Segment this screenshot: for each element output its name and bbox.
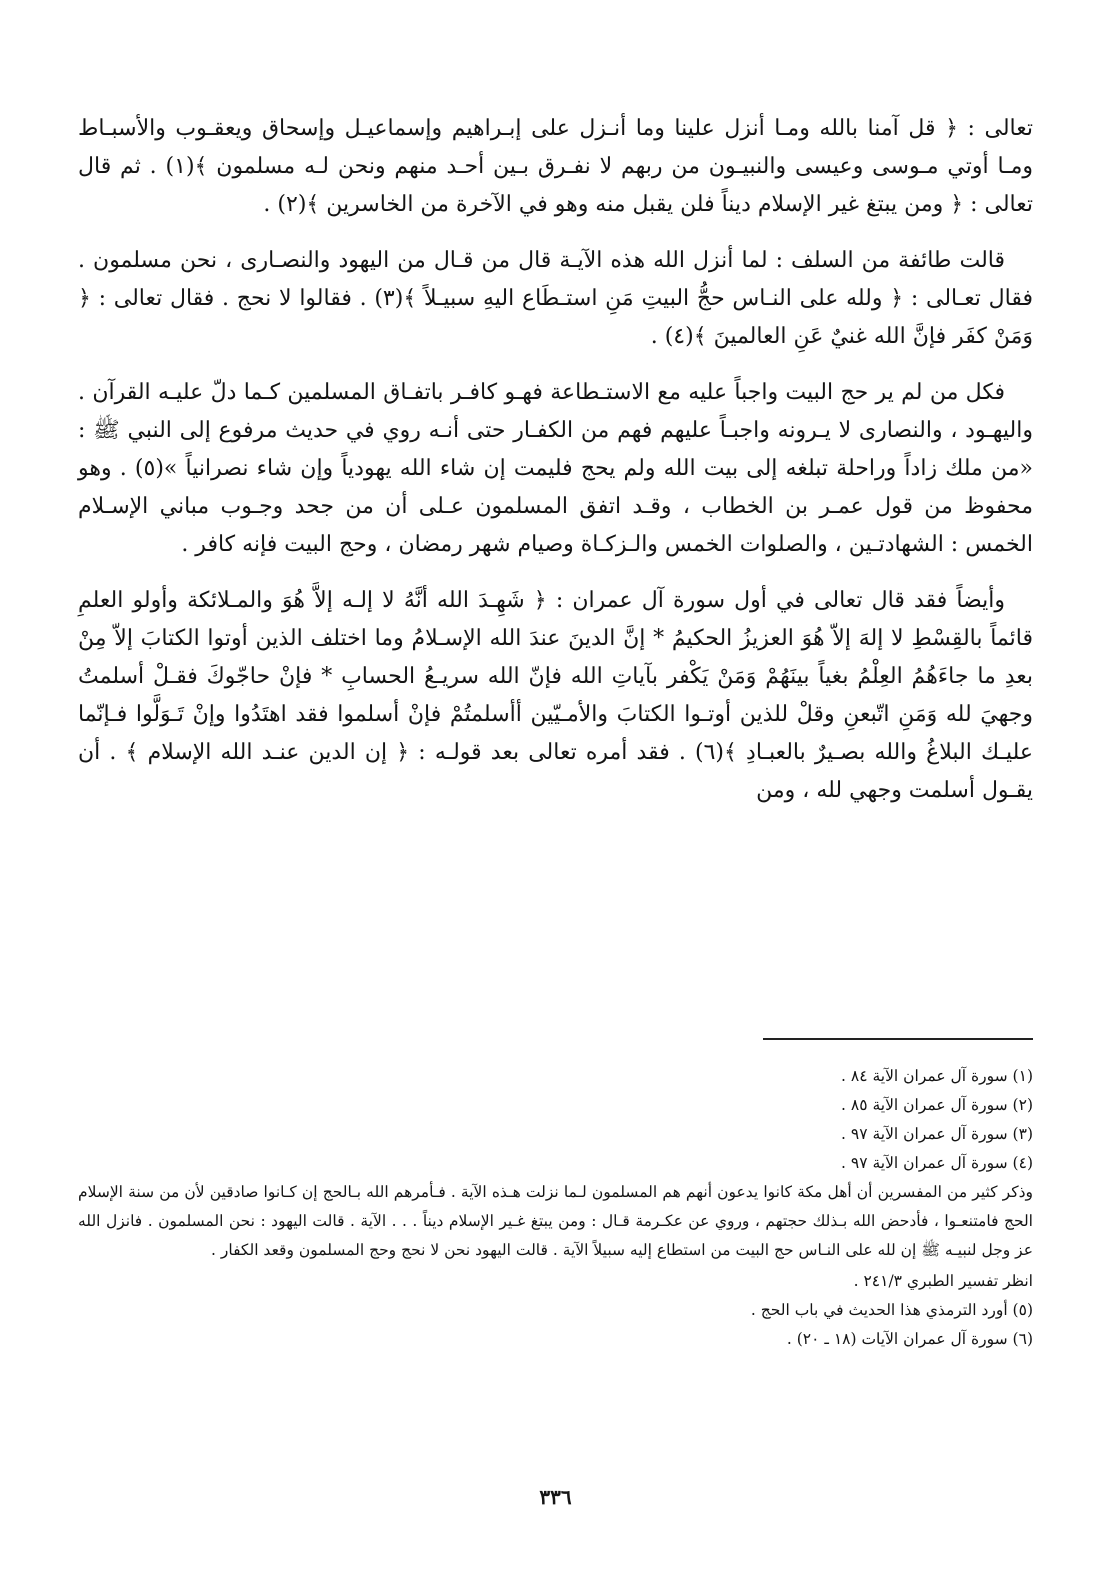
footnote-1: (١) سورة آل عمران الآية ٨٤ . [841,1067,1033,1085]
footnote-3: (٣) سورة آل عمران الآية ٩٧ . [841,1125,1033,1143]
footnote-6: (٦) سورة آل عمران الآيات (١٨ ـ ٢٠) . [786,1330,1033,1348]
footnote-4: (٤) سورة آل عمران الآية ٩٧ . [841,1154,1033,1172]
footnote-4-reference: انظر تفسير الطبري ٢٤١/٣ . [853,1272,1033,1290]
footnotes [78,1062,1033,1354]
book-page [78,110,1033,1550]
main-text [78,110,1033,810]
footnote-separator [763,1038,1033,1040]
footnote-5: (٥) أورد الترمذي هذا الحديث في باب الحج . [750,1301,1033,1319]
paragraph-3: فكل من لم ير حج البيت واجباً عليه مع الاستـطاعة فهـو كافـر باتفـاق المسلمين كـما دلّ عليـه القرآن . واليهـود ، والنصارى لا يـرونه واجبـاً عليهم فهم من الكفـار حتى أنـه روي في حديث مرفوع إلى النبي ﷺ : «من ملك زاداً وراحلة تبلغه إلى بيت الله ولم يحج فليمت إن شاء الله يهودياً وإن شاء نصرانياً »(٥) . وهو محفوظ من قول عمـر بن الخطاب ، وقـد اتفق المسلمون عـلى أن من جحد وجـوب مباني الإسـلام الخمس : الشهادتـين ، والصلوات الخمس والـزكـاة وصيام شهر رمضان ، وحج البيت فإنه كافر . [78,380,1034,557]
footnote-4-commentary: وذكر كثير من المفسرين أن أهل مكة كانوا يدعون أنهم هم المسلمون لـما نزلت هـذه الآية . فـأمرهم الله بـالحج إن كـانوا صادقين لأن من سنة الإسلام الحج فامتنعـوا ، فأدحض الله بـذلك حجتهم ، وروي عن عكـرمة قـال : ومن يبتغ غـير الإسلام ديناً . . . الآية . قالت اليهود : نحن المسلمون . فانزل الله عز وجل لنبيـه ﷺ إن لله على النـاس حج البيت من استطاع إليه سبيلاً الآية . قالت اليهود نحن لا نحج وحج المسلمون وقعد الكفار . [78,1183,1033,1259]
footnote-2: (٢) سورة آل عمران الآية ٨٥ . [841,1096,1033,1114]
paragraph-4: وأيضاً فقد قال تعالى في أول سورة آل عمران : ﴿ شَهِـدَ الله أنَّهُ لا إلـه إلاَّ هُوَ والمـلائكة وأولو العلمِ قائماً بالقِسْطِ لا إلهَ إلاّ هُوَ العزيزُ الحكيمُ * إنَّ الدينَ عندَ الله الإسـلامُ وما اختلف الذين أوتوا الكتابَ إلاّ مِنْ بعدِ ما جاءَهُمُ العِلْمُ بغياً بينَهُمْ وَمَنْ يَكْفر بآياتِ الله فإنّ الله سريـعُ الحسابِ * فإنْ حاجّوكَ فقـلْ أسلمتُ وجهيَ لله وَمَنِ اتّبعنِ وقلْ للذين أوتـوا الكتابَ والأمـيّين أأسلمتُمْ فإنْ أسلموا فقد اهتَدُوا وإنْ تَـوَلَّوا فـإنّما عليـك البلاغُ والله بصـيرٌ بالعبـادِ ﴾(٦) . فقد أمره تعالى بعد قولـه : ﴿ إن الدين عنـد الله الإسلام ﴾ . أن يقـول أسلمت وجهي لله ، ومن [78,588,1033,803]
paragraph-1: تعالى : ﴿ قل آمنا بالله ومـا أنزل علينا وما أنـزل على إبـراهيم وإسماعيـل وإسحاق ويعقـوب والأسبـاط ومـا أوتي مـوسى وعيسى والنبيـون من ربهم لا نفـرق بـين أحـد منهم ونحن لـه مسلمون ﴾(١) . ثم قال تعالى : ﴿ ومن يبتغ غير الإسلام ديناً فلن يقبل منه وهو في الآخرة من الخاسرين ﴾(٢) . [78,116,1033,217]
paragraph-2: قالت طائفة من السلف : لما أنزل الله هذه الآيـة قال من قـال من اليهود والنصـارى ، نحن مسلمون . فقال تعـالى : ﴿ ولله على النـاس حجُّ البيتِ مَنِ استـطَاع اليهِ سبيـلاً ﴾(٣) . فقالوا لا نحج . فقال تعالى : ﴿ وَمَنْ كفَر فإنَّ الله غنيٌ عَنِ العالمينَ ﴾(٤) . [78,248,1033,349]
page-number: ٣٣٦ [539,1485,572,1509]
